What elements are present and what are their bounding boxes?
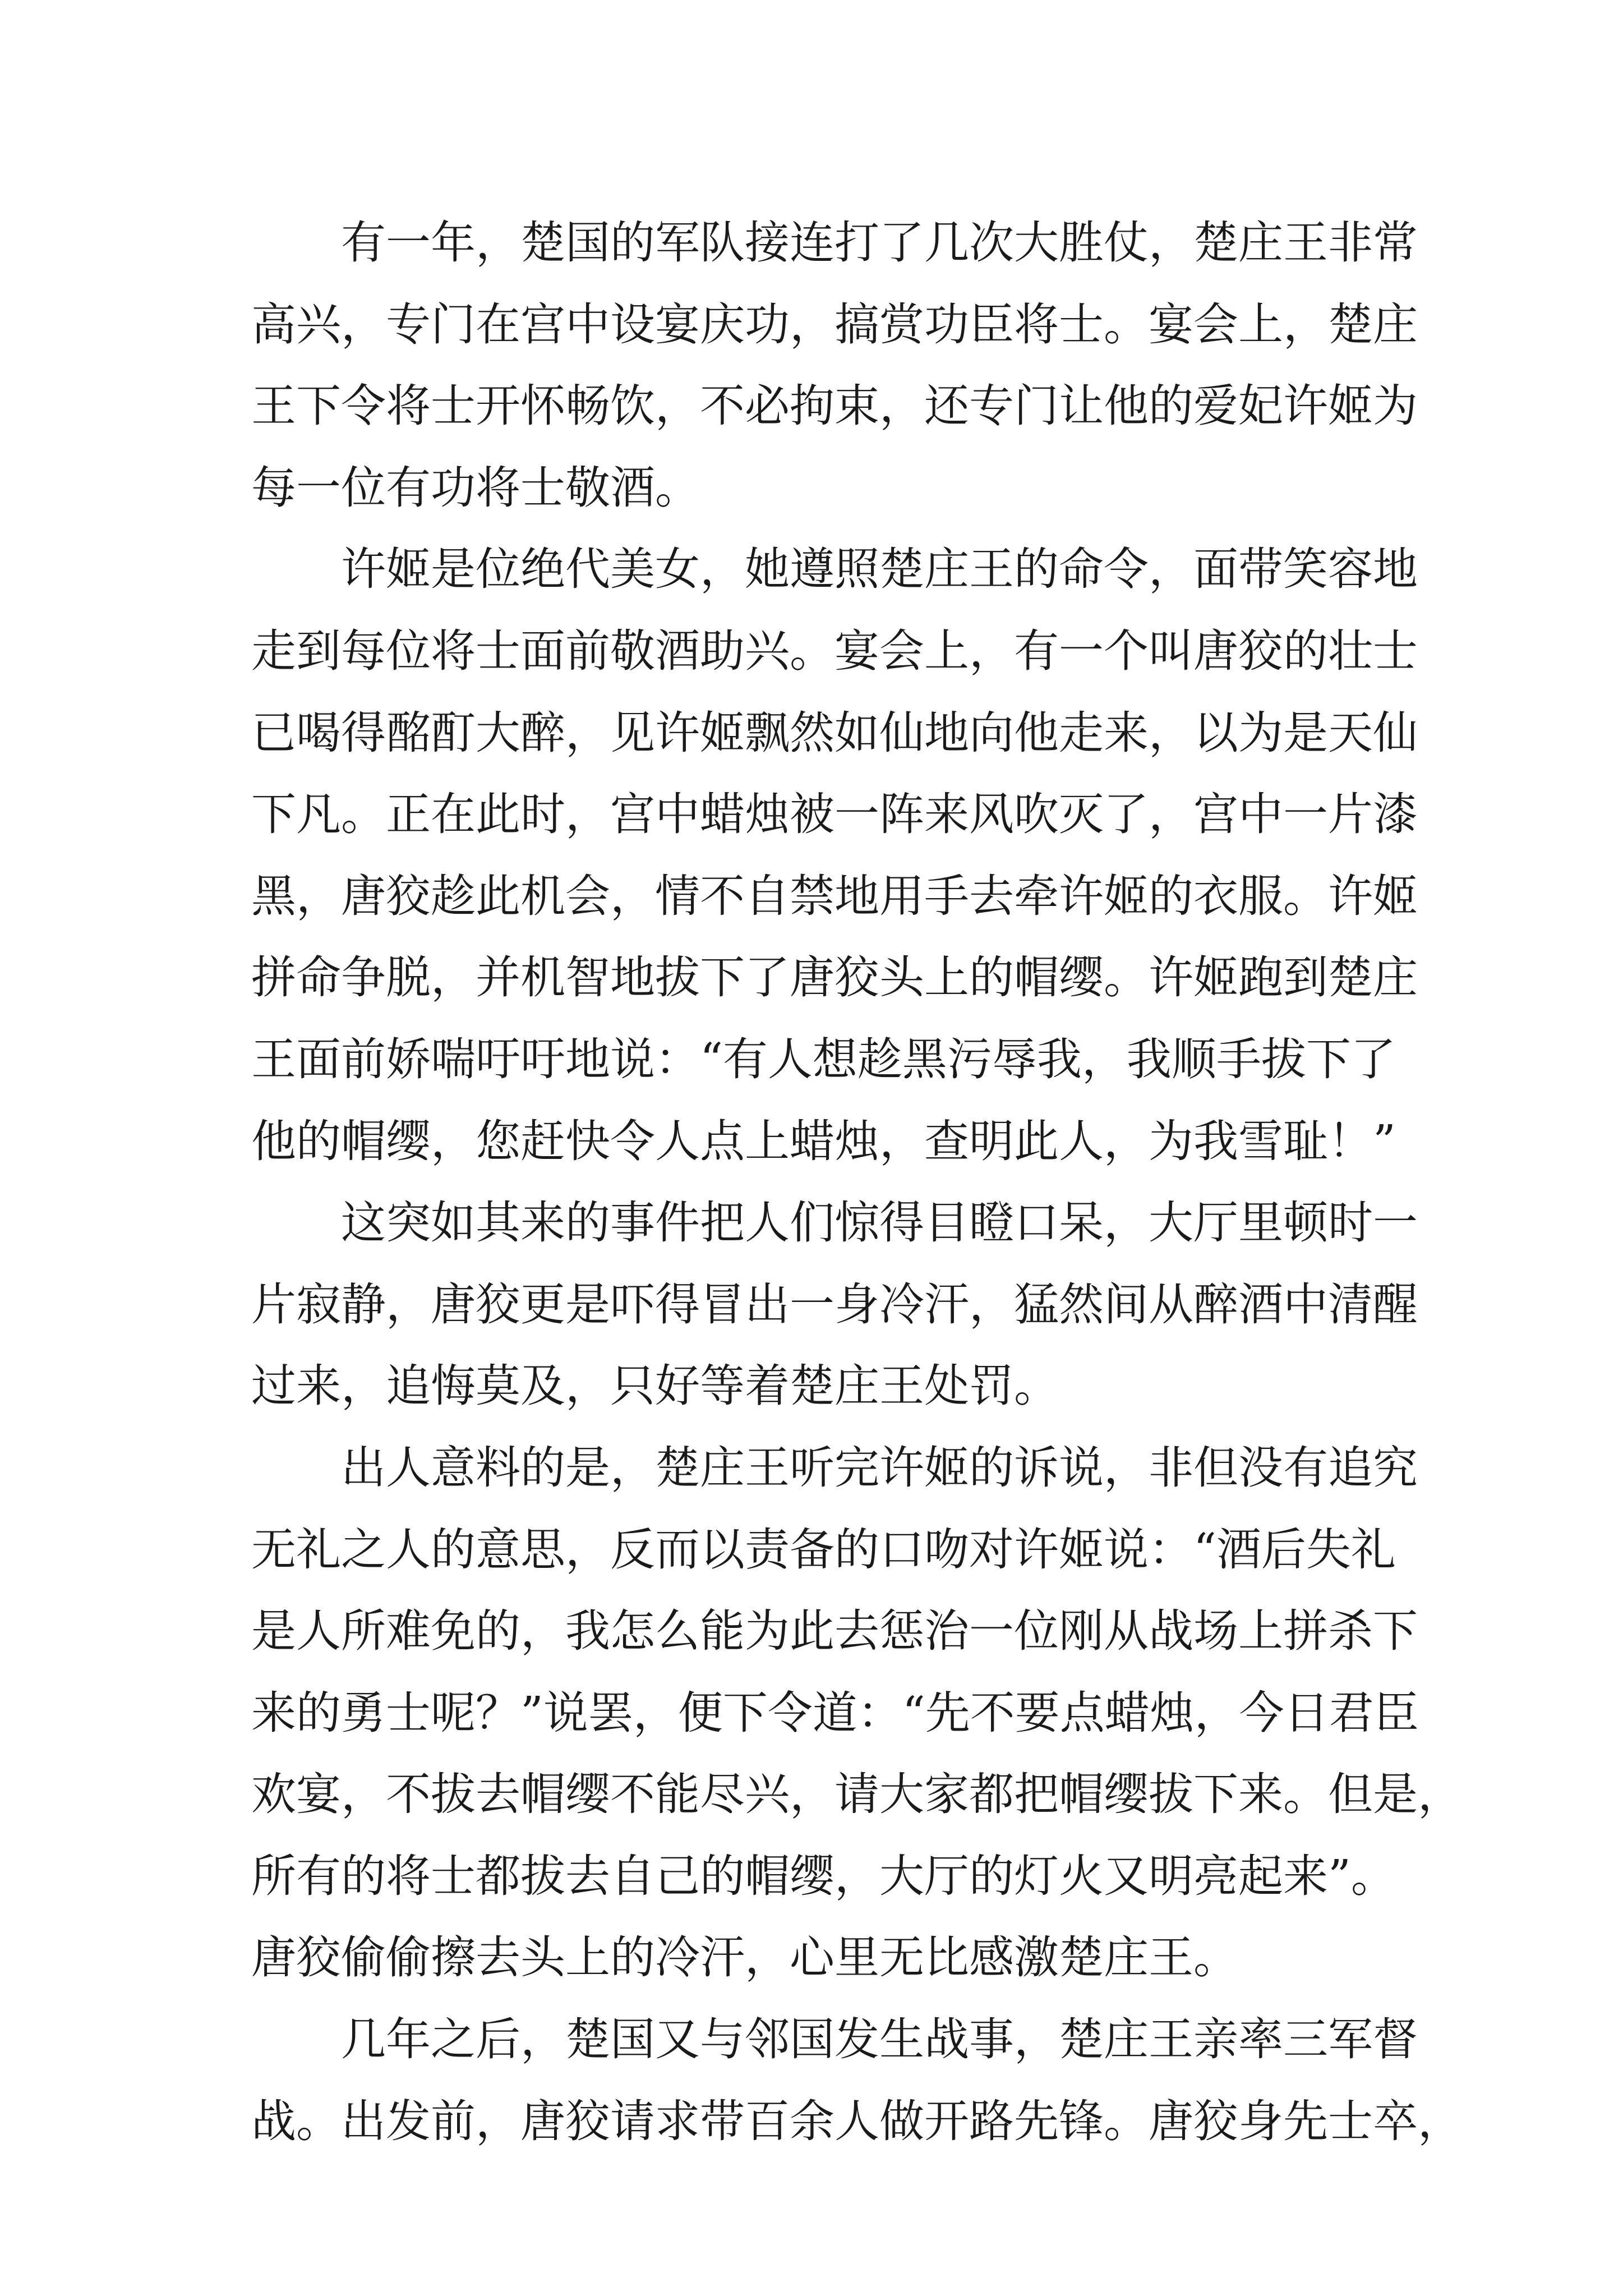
paragraph-1-line-1: 有一年，楚国的军队接连打了几次大胜仗，楚庄王非常 <box>341 217 1418 269</box>
paragraph-4-line-6: 所有的将士都拔去自己的帽缨，大厅的灯火又明亮起来”。 <box>251 1849 1396 1902</box>
paragraph-2-line-5: 黑，唐狡趁此机会，情不自禁地用手去牵许姬的衣服。许姬 <box>251 869 1418 922</box>
paragraph-5-line-2: 战。出发前，唐狡请求带百余人做开路先锋。唐狡身先士卒， <box>251 2095 1463 2147</box>
paragraph-2-line-2: 走到每位将士面前敬酒助兴。宴会上，有一个叫唐狡的壮士 <box>251 624 1418 677</box>
paragraph-4-line-4: 来的勇士呢？”说罢，便下令道：“先不要点蜡烛，今日君臣 <box>251 1686 1419 1739</box>
paragraph-1-line-3: 王下令将士开怀畅饮，不必拘束，还专门让他的爱妃许姬为 <box>251 380 1418 432</box>
paragraph-1-line-4: 每一位有功将士敬酒。 <box>251 461 700 514</box>
paragraph-2-line-7: 王面前娇喘吁吁地说：“有人想趁黑污辱我，我顺手拔下了 <box>251 1033 1396 1085</box>
paragraph-4-line-7: 唐狡偷偷擦去头上的冷汗，心里无比感激楚庄王。 <box>251 1931 1238 1984</box>
paragraph-2-line-3: 已喝得酩酊大醉，见许姬飘然如仙地向他走来，以为是天仙 <box>251 706 1418 759</box>
paragraph-3-line-2: 片寂静，唐狡更是吓得冒出一身冷汗，猛然间从醉酒中清醒 <box>251 1278 1418 1331</box>
paragraph-4-line-2: 无礼之人的意思，反而以责备的口吻对许姬说：“酒后失礼 <box>251 1523 1396 1576</box>
paragraph-1-line-2: 高兴，专门在宫中设宴庆功，搞赏功臣将士。宴会上，楚庄 <box>251 298 1418 351</box>
paragraph-2-line-6: 拼命争脱，并机智地拔下了唐狡头上的帽缨。许姬跑到楚庄 <box>251 951 1418 1004</box>
paragraph-4-line-3: 是人所难免的，我怎么能为此去惩治一位刚从战场上拼杀下 <box>251 1605 1418 1658</box>
paragraph-2-line-1: 许姬是位绝代美女，她遵照楚庄王的命令，面带笑容地 <box>341 543 1418 596</box>
paragraph-5-line-1: 几年之后，楚国又与邻国发生战事，楚庄王亲率三军督 <box>341 2013 1418 2066</box>
body-text <box>251 202 1463 2162</box>
paragraph-4-line-5: 欢宴，不拔去帽缨不能尽兴，请大家都把帽缨拔下来。但是， <box>251 1768 1463 1821</box>
paragraph-3-line-3: 过来，追悔莫及，只好等着楚庄王处罚。 <box>251 1360 1059 1412</box>
paragraph-4-line-1: 出人意料的是，楚庄王听完许姬的诉说，非但没有追究 <box>341 1441 1418 1494</box>
paragraph-2-line-4: 下凡。正在此时，宫中蜡烛被一阵来风吹灭了，宫中一片漆 <box>251 788 1418 841</box>
paragraph-2-line-8: 他的帽缨，您赶快令人点上蜡烛，查明此人，为我雪耻！” <box>251 1115 1396 1167</box>
paragraph-3-line-1: 这突如其来的事件把人们惊得目瞪口呆，大厅里顿时一 <box>341 1197 1418 1249</box>
